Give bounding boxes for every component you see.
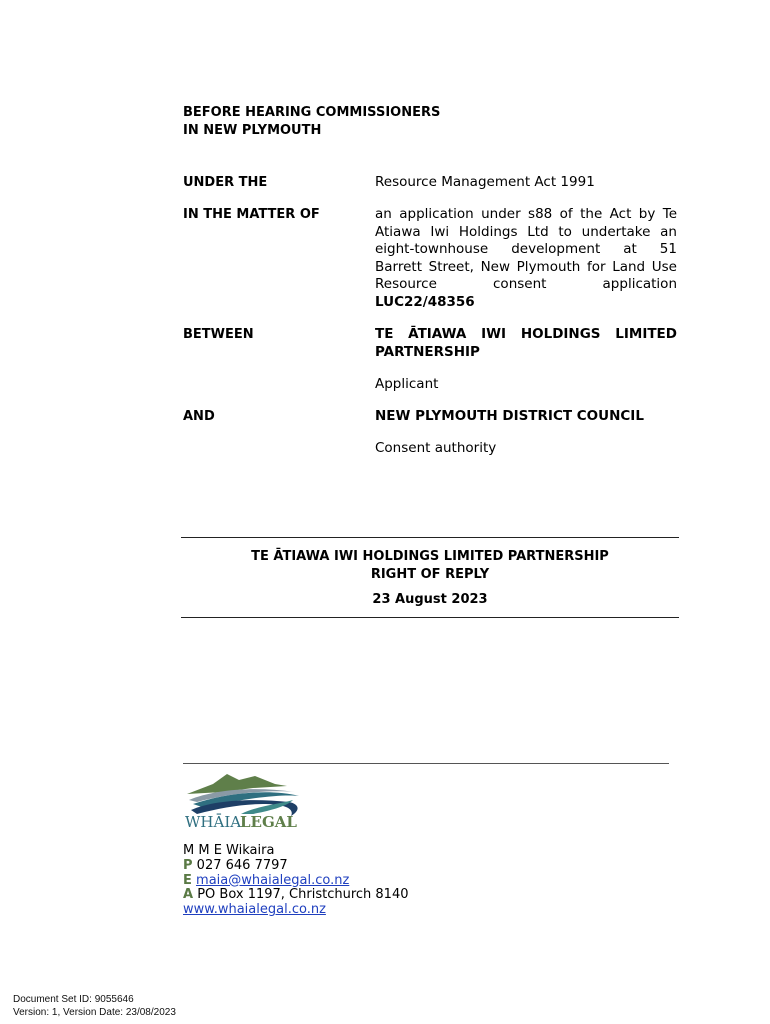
and-value: NEW PLYMOUTH DISTRICT COUNCIL: [375, 408, 644, 424]
and-role: Consent authority: [375, 440, 497, 456]
address-key: A: [183, 887, 194, 903]
signature-line: [183, 763, 669, 764]
logo-mark-icon: [183, 770, 318, 830]
contact-phone-row: [183, 859, 409, 874]
contact-email-row: [183, 874, 409, 889]
document-footer: [13, 994, 176, 1019]
phone-key: P: [183, 857, 193, 873]
matter-line-1: an application under s88 of the Act by Te: [375, 206, 677, 222]
between-value-line2: PARTNERSHIP: [375, 343, 480, 360]
document-title: [181, 548, 679, 584]
between-value-line1: TE ĀTIAWA IWI HOLDINGS LIMITED: [375, 326, 677, 342]
court-heading-line2: IN NEW PLYMOUTH: [183, 123, 322, 138]
under-label: UNDER THE: [183, 175, 268, 190]
title-bottom-rule: [181, 617, 679, 618]
contact-website-link[interactable]: www.whaialegal.co.nz: [183, 902, 326, 918]
between-role: Applicant: [375, 376, 439, 392]
matter-line-3: eight-townhouse development at 51: [375, 241, 677, 257]
between-value: [375, 326, 677, 361]
title-top-rule: [181, 537, 679, 538]
contact-block: [183, 844, 409, 918]
contact-phone: 027 646 7797: [196, 857, 288, 873]
court-heading-line1: BEFORE HEARING COMMISSIONERS: [183, 105, 441, 120]
contact-email-link[interactable]: maia@whaialegal.co.nz: [196, 872, 350, 888]
matter-line-4: Barrett Street, New Plymouth for Land Use: [375, 258, 677, 275]
contact-address-row: [183, 888, 409, 903]
footer-doc-set-id: Document Set ID: 9055646: [13, 994, 134, 1005]
and-label: AND: [183, 409, 215, 424]
matter-line-2: Atiawa Iwi Holdings Ltd to undertake an: [375, 223, 677, 240]
contact-name: M M E Wikaira: [183, 843, 275, 858]
document-date: 23 August 2023: [372, 592, 488, 607]
document-title-line2: RIGHT OF REPLY: [370, 567, 490, 582]
under-value: Resource Management Act 1991: [375, 174, 595, 190]
contact-website-row: [183, 903, 409, 918]
matter-label: IN THE MATTER OF: [183, 207, 320, 222]
court-heading: [183, 104, 440, 140]
email-key: E: [183, 872, 192, 888]
matter-value: [375, 206, 677, 311]
svg-text:LEGAL: LEGAL: [240, 813, 297, 830]
footer-version: Version: 1, Version Date: 23/08/2023: [13, 1006, 176, 1018]
document-title-line1: TE ĀTIAWA IWI HOLDINGS LIMITED PARTNERSHIP: [251, 549, 609, 564]
between-label: BETWEEN: [183, 327, 254, 342]
matter-line-5: Resource consent application: [375, 276, 677, 292]
matter-reference: LUC22/48356: [375, 293, 475, 310]
contact-address: PO Box 1197, Christchurch 8140: [197, 887, 409, 903]
svg-text:WHĀIA: WHĀIA: [185, 813, 242, 830]
whaia-legal-logo: [183, 770, 318, 830]
